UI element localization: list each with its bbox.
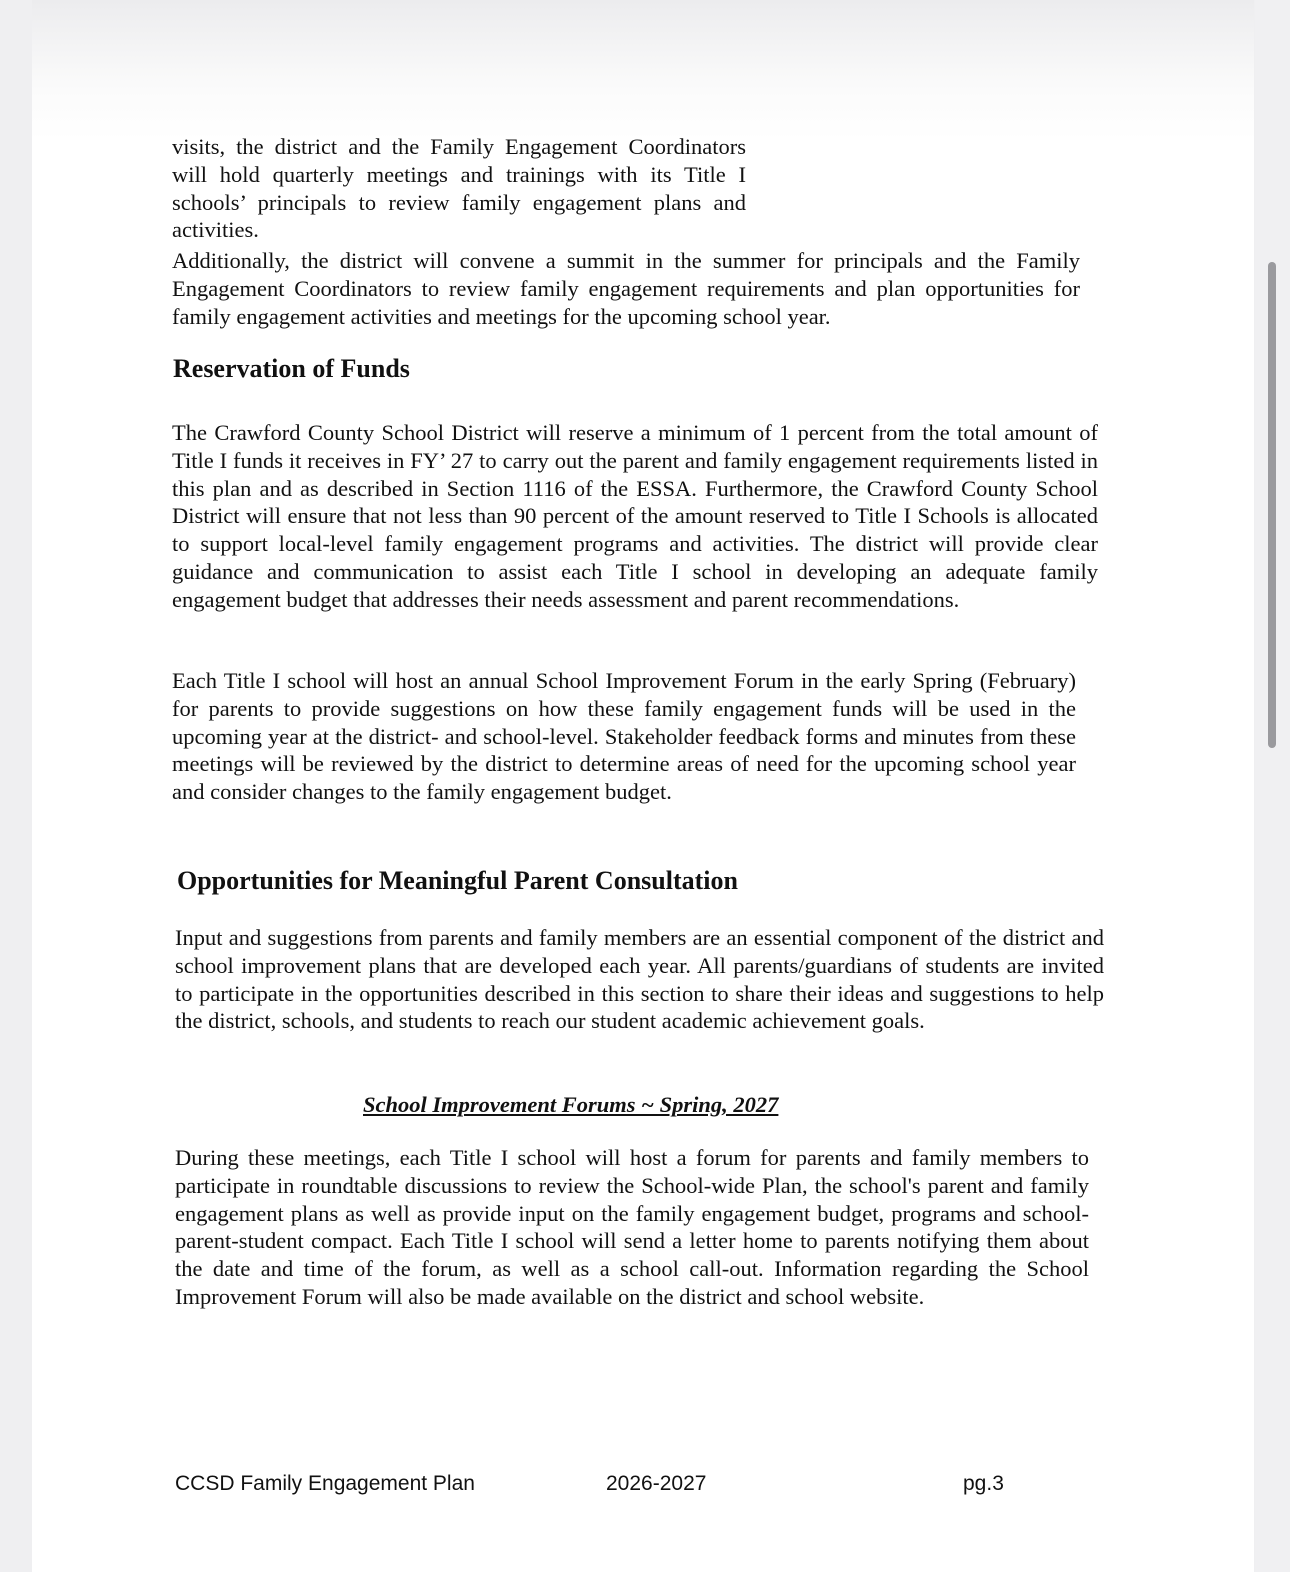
footer-school-year: 2026-2027 <box>606 1472 707 1495</box>
scrollbar-thumb[interactable] <box>1268 262 1276 748</box>
paragraph-forum-meetings: During these meetings, each Title I school will host a forum for parents and family members to participate in roundtable discussions to review the School-wide Plan, the school's parent and family engagement plans as well as provide input on the family engagement budget, programs and school-parent-student compact. Each Title I school will send a letter home to parents notifying them about the date and time of the forum, as well as a school call-out. Information regarding the School Improvement Forum will also be made available on the district and school website. <box>175 1145 1089 1309</box>
footer-plan-title: CCSD Family Engagement Plan <box>175 1472 475 1495</box>
paragraph-reservation-of-funds: The Crawford County School District will reserve a minimum of 1 percent from the total amount of Title I funds it receives in FY’ 27 to carry out the parent and family engagement requirements listed in this plan and as described in Section 1116 of the ESSA. Furthermore, the Crawford County School District will ensure that not less than 90 percent of the amount reserved to Title I Schools is allocated to support local-level family engagement programs and activities. The district will provide clear guidance and communication to assist each Title I school in developing an adequate family engagement budget that addresses their needs assessment and parent recommendations. <box>172 420 1098 612</box>
paragraph-parent-input: Input and suggestions from parents and family members are an essential component of the district and school improvement plans that are developed each year. All parents/guardians of students are invited to participate in the opportunities described in this section to share their ideas and suggestions to help the district, schools, and students to reach our student academic achievement goals. <box>175 925 1104 1034</box>
paragraph-coordinator-visits: visits, the district and the Family Engagement Coordinators will hold quarterly meetings and trainings with its Title I schools’ principals to review family engagement plans and activities. <box>172 134 746 243</box>
footer-page-number: pg.3 <box>963 1472 1004 1495</box>
scrollbar-track[interactable] <box>1255 0 1290 1572</box>
subheading-school-improvement-forums: School Improvement Forums ~ Spring, 2027 <box>363 1092 779 1117</box>
paragraph-school-improvement-forum: Each Title I school will host an annual School Improvement Forum in the early Spring (February) for parents to provide suggestions on how these family engagement funds will be used in the upcoming year at the district- and school-level. Stakeholder feedback forms and minutes from these meetings will be reviewed by the district to determine areas of need for the upcoming school year and consider changes to the family engagement budget. <box>172 668 1076 805</box>
heading-reservation-of-funds: Reservation of Funds <box>173 354 410 383</box>
heading-parent-consultation: Opportunities for Meaningful Parent Consultation <box>177 866 738 895</box>
paragraph-summer-summit: Additionally, the district will convene a summit in the summer for principals and the Family Engagement Coordinators to review family engagement requirements and plan opportunities for family engagement activities and meetings for the upcoming school year. <box>172 248 1080 329</box>
